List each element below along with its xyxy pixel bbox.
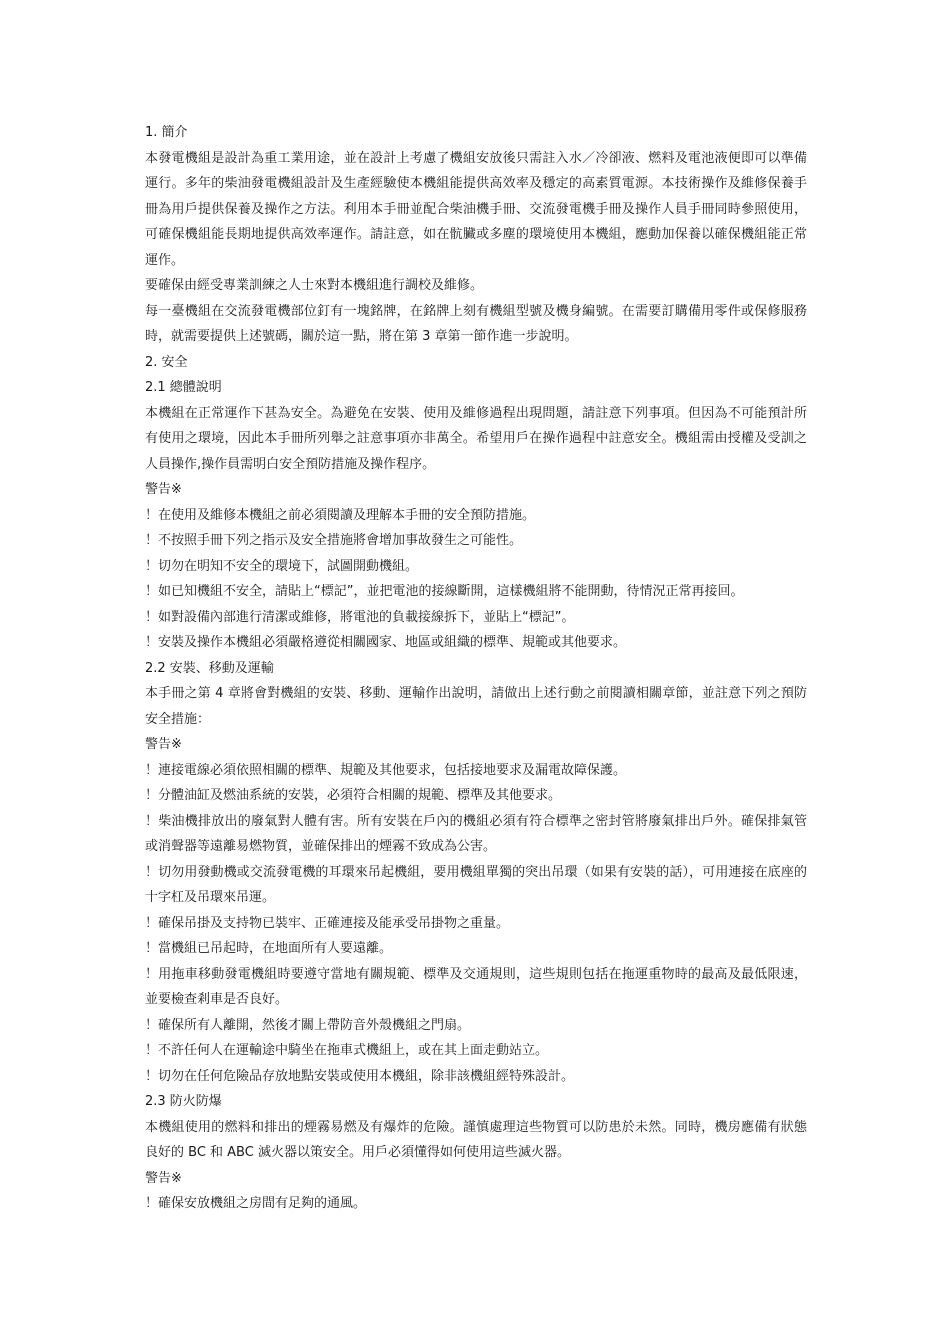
subsection-heading-fire: 2.3 防火防爆 <box>145 1094 222 1109</box>
warning-label: 警告※ <box>145 1170 182 1186</box>
warning-item: ！確保吊掛及支持物已裝牢、正確連接及能承受吊掛物之重量。 <box>145 915 510 931</box>
subsection-heading-installation: 2.2 安裝、移動及運輸 <box>145 660 274 676</box>
warning-item: ！不許任何人在運輸途中騎坐在拖車式機組上，或在其上面走動站立。 <box>145 1043 549 1058</box>
warning-item: ！在使用及維修本機組之前必須閱讀及理解本手冊的安全預防措施。 <box>145 507 536 523</box>
paragraph: 本機組使用的燃料和排出的煙霧易燃及有爆炸的危險。謹慎處理這些物質可以防患於未然。同時，機房應備有狀態良好的 BC 和 ABC 滅火器以策安全。用戶必須懂得如何使用這些滅火器。 <box>145 1119 807 1160</box>
warning-item: ！切勿用發動機或交流發電機的耳環來吊起機組，要用機組單獨的突出吊環（如果有安裝的話），可用連接在底座的十字杠及吊環來吊運。 <box>145 864 807 905</box>
warning-item: ！用拖車移動發電機組時要遵守當地有關規範、標準及交通規則，這些規則包括在拖運重物時的最高及最低限速，並要檢查剎車是否良好。 <box>145 966 807 1007</box>
warning-item: ！確保安放機組之房間有足夠的通風。 <box>145 1196 367 1211</box>
warning-label: 警告※ <box>145 482 182 497</box>
warning-item: ！分體油缸及燃油系統的安裝，必須符合相關的規範、標準及其他要求。 <box>145 788 562 803</box>
warning-label: 警告※ <box>145 737 182 752</box>
warning-item: ！切勿在明知不安全的環境下，試圖開動機組。 <box>145 558 419 574</box>
paragraph: 本機組在正常運作下甚為安全。為避免在安裝、使用及維修過程出現問題，請註意下列事項。但因為不可能預計所有使用之環境，因此本手冊所列舉之註意事項亦非萬全。希望用戶在操作過程中註意安全。機組需由授權及受訓之人員操作,操作員需明白安全預防措施及操作程序。 <box>145 405 807 472</box>
paragraph: 本發電機組是設計為重工業用途，並在設計上考慮了機組安放後只需註入水／冷卻液、燃料及電池液便即可以準備運行。多年的柴油發電機組設計及生產經驗使本機組能提供高效率及穩定的高素質電源。本技術操作及維修保養手冊為用戶提供保養及操作之方法。利用本手冊並配合柴油機手冊、交流發電機手冊及操作人員手冊同時參照使用，可確保機組能長期地提供高效率運作。請註意，如在骯臟或多塵的環境使用本機組，應動加保養以確保機組能正常運作。 <box>145 150 807 268</box>
document-body <box>145 120 807 1217</box>
section-heading-safety: 2. 安全 <box>145 354 188 370</box>
warning-item: ！連接電線必須依照相關的標準、規範及其他要求，包括接地要求及漏電故障保護。 <box>145 762 627 778</box>
subsection-heading-general: 2.1 總體說明 <box>145 380 222 395</box>
paragraph: 每一臺機組在交流發電機部位釘有一塊銘牌，在銘牌上刻有機組型號及機身編號。在需要訂購備用零件或保修服務時，就需要提供上述號碼，關於這一點，將在第 3 章第一節作進一步說明。 <box>145 303 807 344</box>
warning-item: ！柴油機排放出的廢氣對人體有害。所有安裝在戶內的機組必須有符合標準之密封管將廢氣排出戶外。確保排氣管或消聲器等遠離易燃物質，並確保排出的煙霧不致成為公害。 <box>145 813 807 854</box>
paragraph: 要確保由經受專業訓練之人士來對本機組進行調校及維修。 <box>145 278 484 293</box>
warning-item: ！當機組已吊起時，在地面所有人要遠離。 <box>145 941 393 956</box>
warning-item: ！切勿在任何危險品存放地點安裝或使用本機組，除非該機組經特殊設計。 <box>145 1068 575 1084</box>
paragraph: 本手冊之第 4 章將會對機組的安裝、移動、運輸作出說明，請做出上述行動之前閱讀相關章節，並註意下列之預防安全措施： <box>145 686 807 727</box>
warning-item: ！確保所有人離開，然後才關上帶防音外殼機組之門扇。 <box>145 1017 471 1033</box>
warning-item: ！如對設備內部進行清潔或維修，將電池的負載接線拆下，並貼上“標記”。 <box>145 609 575 625</box>
warning-item: ！不按照手冊下列之指示及安全措施將會增加事故發生之可能性。 <box>145 533 523 548</box>
warning-item: ！如已知機組不安全，請貼上“標記”，並把電池的接線斷開，這樣機組將不能開動，待情況正常再接回。 <box>145 584 744 599</box>
section-heading-intro: 1. 簡介 <box>145 125 188 140</box>
warning-item: ！安裝及操作本機組必須嚴格遵從相關國家、地區或組織的標準、規範或其他要求。 <box>145 635 627 650</box>
